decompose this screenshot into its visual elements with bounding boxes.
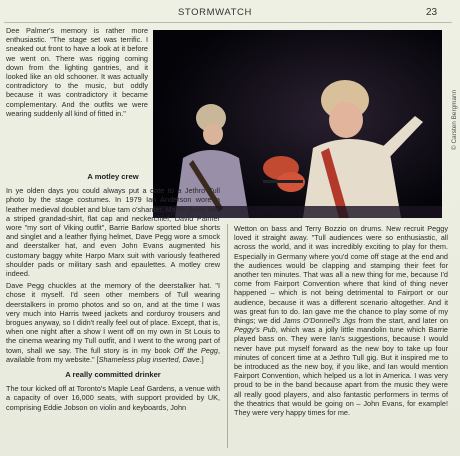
page-header: [0, 0, 460, 26]
subhead-motley-crew: A motley crew: [87, 172, 139, 181]
subhead-committed-drinker: A really committed drinker: [65, 370, 161, 380]
paragraph-stage-costumes: In ye olden days you could always put a date to a Jethro Tull photo by the stage costumes. In 1979 Ian Anderson wore a leather medieval doublet and blue tam o'shanter, Martin Barre had a striped grandad-shirt, flat cap and neckerchief, David Palmer wore "my sort of Viking outfit", Barrie Barlow sported blue shorts and singlet and a leather flying helmet, Dave Pegg wore a smock and deerstalker hat, and even John Evans augmented his customary baggy white Harpo Marx suit with variously feathered shoulder pads or military sash and epaulettes. A motley crew indeed.: [6, 186, 220, 279]
paragraph-tour-kickoff: The tour kicked off at Toronto's Maple Leaf Gardens, a venue with a capacity of over 16,000 seats, with support provided by UK, comprising Eddie Jobson on violin and keyboards, John: [6, 384, 220, 412]
book-title: Off the Pegg: [173, 345, 218, 355]
deerstalker-text-b: , available from my website." [: [6, 345, 220, 364]
column-left: [6, 172, 220, 415]
photo-credit-text: © Carsten Bergmann: [451, 89, 458, 150]
column-divider: [227, 224, 228, 448]
photo-credit: [437, 32, 457, 152]
paragraph-deerstalker: [6, 281, 220, 364]
peggy-text-c: , which was a jolly little mandolin tune which Barrie played bass on. They were Ian's suggestions, because I would never have put myself forward as the new boy to take up four minutes of concert time at a Jethro Tull gig. But it inspired me to be introduced as the new boy, if you like, and Ian would mention Fairport Convention, which helped us a lot in America. I was very proud to be in the band because apart from the music they were all really good players, and also fantastic performers in terms of the theatrics that would be going on – John Evans, for example! They were very happy times for me.: [234, 325, 448, 418]
tune-title-jams: Jams O'Donnell's Jigs: [282, 316, 356, 326]
tune-title-pub: Peggy's Pub: [234, 325, 276, 335]
peggy-text-a: Wetton on bass and Terry Bozzio on drums. New recruit Peggy loved it straight away. "Tull audiences were so enthusiastic, all across the world, and it was incredibly exciting to play for them. Especially in Germany where you'd come off stage at the end and the audiences would be clapping and stamping their feet for another ten minutes. That was all a new thing for me, because I'd come from Fairport Convention where that kind of thing never happened – which is not being detrimental to Fairport or our audience, because it was a different scenario altogether. And it was great fun to do. Ian gave me the chance to play some of my things; we did: [234, 224, 448, 326]
deerstalker-text-c: ]: [201, 354, 204, 364]
column-left-top: [6, 26, 148, 121]
deerstalker-text-a: Dave Pegg chuckles at the memory of the deerstalker hat. "I chose it myself. I'd seen other members of Tull wearing deerstalkers in promo photos and so on, and at the time I was very much into Harris tweed jackets and corduroy trousers and brogues anyway, so I didn't really feel out of place. Except, that is, when one night after a show I went off on my own in St Louis to the cinema wearing my Tull outfit, and I went to the wrong part of town, shall we say. The full story is in my book: [6, 281, 220, 355]
header-rule: [4, 22, 452, 23]
paragraph-dee-palmer-memory: Dee Palmer's memory is rather more enthusiastic. "The stage set was terrific. I sneaked out front to have a look at it before we went on. There was rigging coming down from the lighting gantries, and it looked like an old schooner. It was actually contradictory to the music, but oddly because it was contradictory it became complementary. And the outfits we were wearing suddenly all kind of fitted in.": [6, 26, 148, 118]
editor-note: Shameless plug inserted, Dave.: [98, 354, 202, 364]
running-title: STORMWATCH: [178, 7, 252, 18]
peggy-text-b: from the start, and later on: [355, 316, 449, 326]
paragraph-peggy-tull-audiences: [234, 224, 448, 417]
column-right: [234, 224, 448, 420]
page-number: 23: [426, 7, 438, 18]
